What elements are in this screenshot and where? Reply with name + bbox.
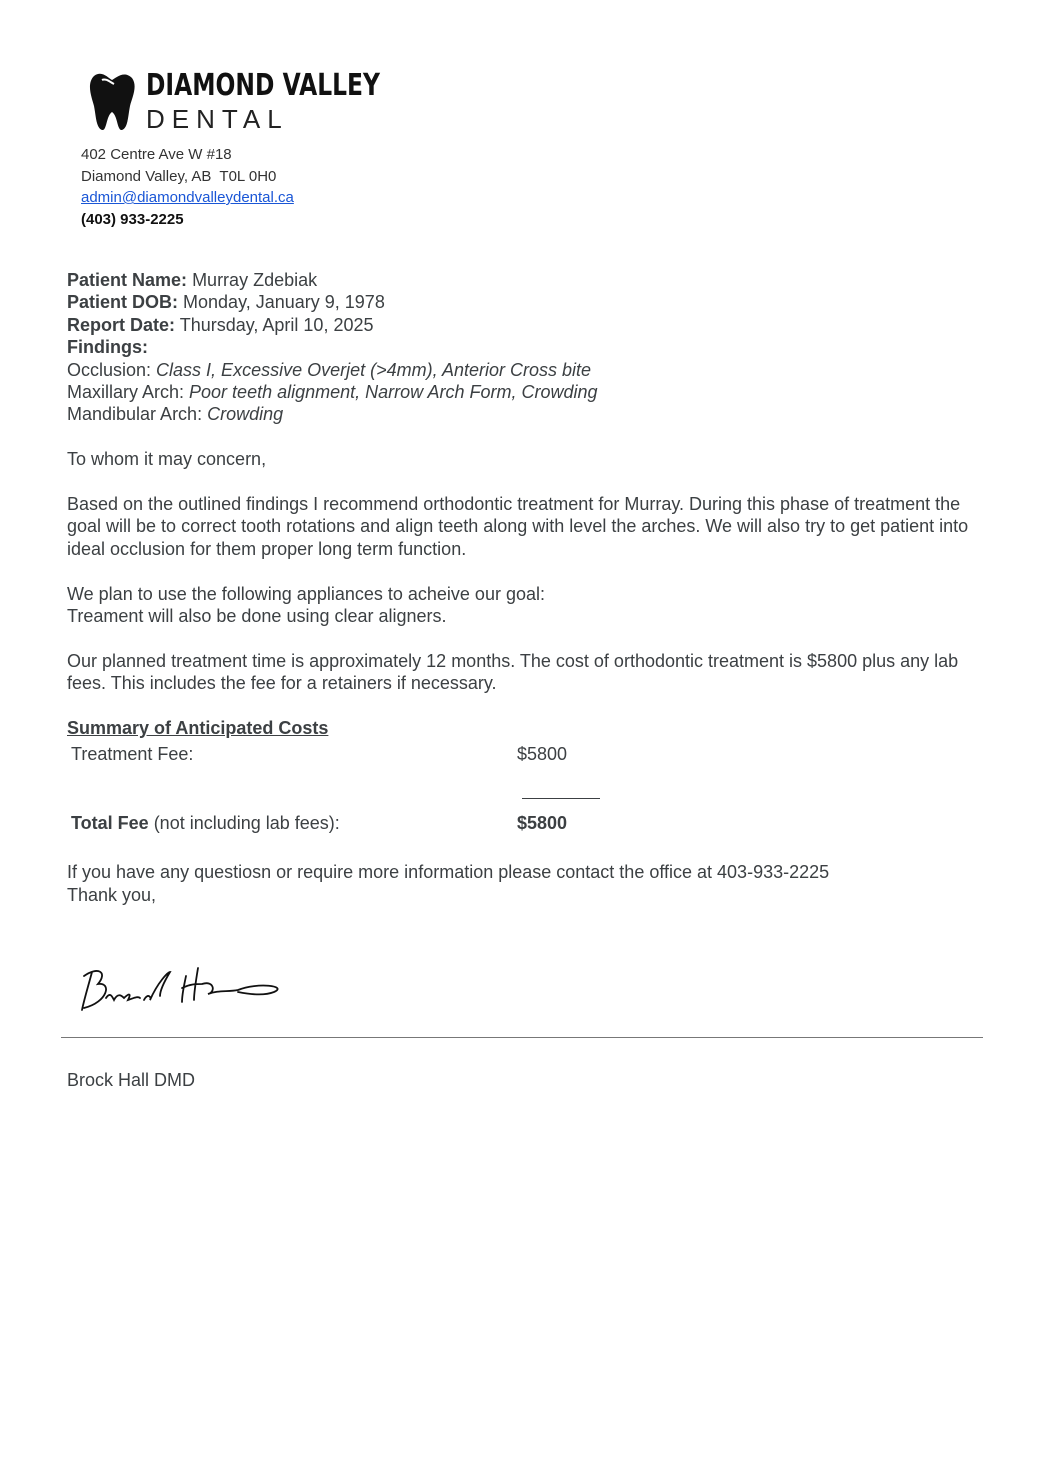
address-line1: 402 Centre Ave W #18 (81, 146, 232, 163)
treatment-fee-label: Treatment Fee: (71, 744, 194, 765)
total-fee-note: (not including lab fees): (148, 812, 340, 833)
occlusion-value: Class I, Excessive Overjet (>4mm), Anterior Cross bite (156, 359, 591, 380)
patient-name: Murray Zdebiak (192, 270, 318, 290)
report-date: Thursday, April 10, 2025 (179, 314, 374, 335)
address-line2: Diamond Valley, AB T0L 0H0 (81, 167, 277, 185)
email-link[interactable]: admin@diamondvalleydental.ca (81, 189, 294, 206)
closing: Thank you, (67, 884, 157, 905)
treatment-fee-value: $5800 (517, 744, 568, 765)
clinic-address (81, 144, 294, 230)
clinic-logo (88, 72, 136, 137)
signature-line (61, 1037, 983, 1038)
patient-dob-label: Patient DOB: (67, 292, 179, 313)
total-fee-value: $5800 (517, 812, 568, 833)
greeting: To whom it may concern, (67, 449, 267, 470)
maxillary-label: Maxillary Arch: (67, 382, 190, 403)
logo-subtitle: DENTAL (146, 104, 289, 134)
paragraph-findings: Based on the outlined findings I recommend orthodontic treatment for Murray. During this phase of treatment the goal will be to correct tooth rotations and align teeth along with level the arches. We will also try to get patient into ideal occlusion for them proper long term function. (67, 494, 969, 559)
signer-name: Brock Hall DMD (67, 1070, 196, 1090)
summary-title: Summary of Anticipated Costs (67, 718, 329, 739)
patient-dob: Monday, January 9, 1978 (183, 292, 385, 313)
maxillary-value: Poor teeth alignment, Narrow Arch Form, Crowding (189, 382, 598, 403)
paragraph-aligners: Treament will also be done using clear aligners. (67, 606, 447, 627)
logo-title: DIAMOND VALLEY (146, 68, 380, 103)
phone: (403) 933-2225 (81, 210, 184, 228)
signature (78, 962, 288, 1023)
total-fee-label: Total Fee (71, 812, 149, 833)
mandibular-value: Crowding (207, 404, 284, 425)
findings-label: Findings: (67, 337, 148, 358)
patient-name-label: Patient Name: (67, 270, 188, 290)
paragraph-appliances: We plan to use the following appliances to acheive our goal: (67, 583, 545, 604)
contact-text: If you have any questiosn or require more information please contact the office at 403-933-2225 (67, 862, 830, 883)
sum-underline (522, 798, 600, 799)
mandibular-label: Mandibular Arch: (67, 404, 208, 425)
report-date-label: Report Date: (67, 314, 176, 335)
tooth-icon (88, 72, 136, 132)
occlusion-label: Occlusion: (67, 359, 157, 380)
paragraph-cost: Our planned treatment time is approximately 12 months. The cost of orthodontic treatment is $5800 plus any lab fees. This includes the fee for a retainers if necessary. (67, 650, 959, 694)
letter-body (67, 269, 987, 906)
